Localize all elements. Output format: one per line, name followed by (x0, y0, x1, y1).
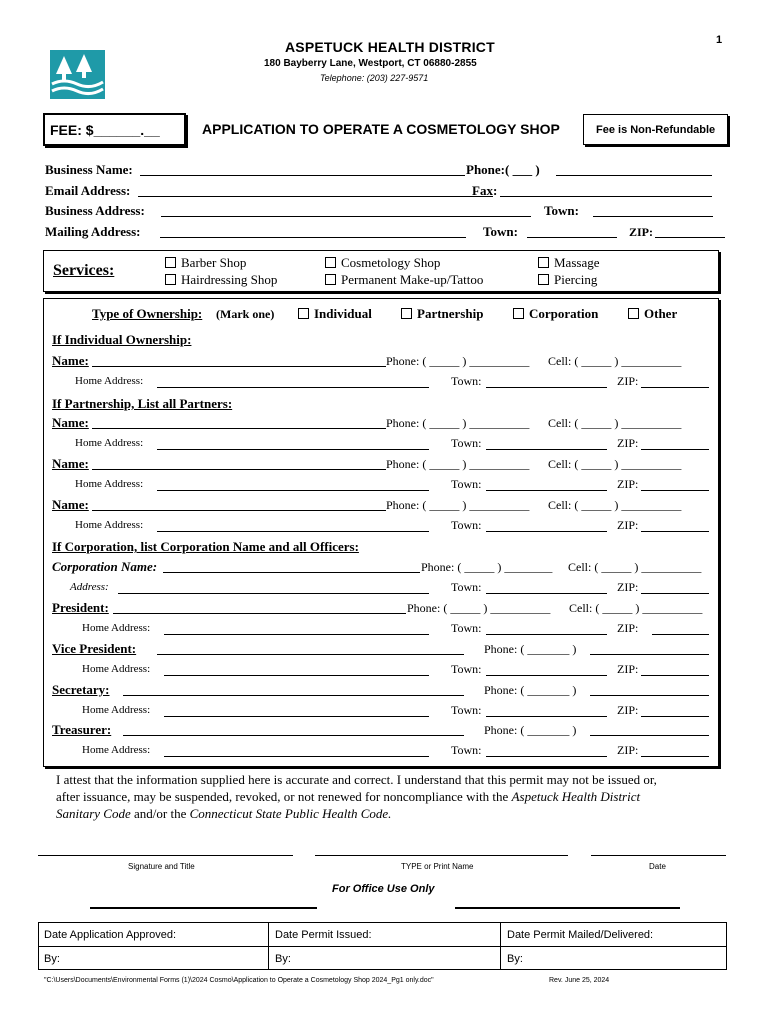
individual-cell-label[interactable]: Cell: ( _____ ) __________ (548, 354, 682, 368)
date-application-approved-label: Date Application Approved: (44, 929, 177, 941)
business-address-label: Business Address: (45, 203, 145, 218)
partner-town-label: Town: (451, 518, 482, 532)
signature-label: Signature and Title (128, 862, 195, 871)
secretary-zip-label: ZIP: (617, 703, 639, 717)
president-town-label: Town: (451, 621, 482, 635)
partner-zip-label: ZIP: (617, 518, 639, 532)
president-name-field[interactable] (113, 613, 406, 614)
corporation-zip-field[interactable] (641, 593, 709, 594)
checkbox-icon[interactable] (325, 257, 336, 268)
checkbox-icon[interactable] (538, 274, 549, 285)
date-permit-mailed-label: Date Permit Mailed/Delivered: (507, 929, 654, 941)
partner-phone-label[interactable]: Phone: ( _____ ) __________ (386, 498, 530, 512)
partner-zip-label: ZIP: (617, 477, 639, 491)
partner-name-label: Name: (52, 497, 89, 512)
corporation-town-label: Town: (451, 580, 482, 594)
ownership-option-other[interactable]: Other (628, 306, 677, 322)
ownership-label: Type of Ownership: (92, 306, 203, 321)
individual-name-field[interactable] (92, 366, 386, 367)
treasurer-home-label: Home Address: (82, 744, 151, 756)
secretary-town-label: Town: (451, 703, 482, 717)
partner-name-label: Name: (52, 415, 89, 430)
secretary-label: Secretary: (52, 682, 110, 697)
checkbox-icon[interactable] (628, 308, 639, 319)
individual-heading: If Individual Ownership: (52, 332, 192, 347)
corporation-cell-label[interactable]: Cell: ( _____ ) __________ (568, 560, 702, 574)
individual-town-field[interactable] (486, 387, 607, 388)
partner-town-field[interactable] (486, 531, 607, 532)
corporation-zip-label: ZIP: (617, 580, 639, 594)
date-label: Date (649, 862, 666, 871)
president-home-field[interactable] (164, 634, 429, 635)
partner-home-label: Home Address: (75, 437, 144, 449)
corporation-address-label: Address: (70, 581, 109, 593)
mailing-town-label: Town: (483, 224, 518, 239)
business-town-field[interactable] (593, 216, 713, 217)
partner-name-field[interactable] (92, 428, 386, 429)
partner-zip-field[interactable] (641, 449, 709, 450)
partner-phone-label[interactable]: Phone: ( _____ ) __________ (386, 457, 530, 471)
mailed-by-label: By: (507, 953, 523, 965)
ownership-hint: (Mark one) (216, 307, 275, 321)
partner-zip-field[interactable] (641, 531, 709, 532)
business-name-field[interactable] (140, 175, 465, 176)
org-name: ASPETUCK HEALTH DISTRICT (285, 39, 495, 55)
partner-cell-label[interactable]: Cell: ( _____ ) __________ (548, 416, 682, 430)
partner-town-field[interactable] (486, 449, 607, 450)
partner-home-label: Home Address: (75, 519, 144, 531)
treasurer-phone-label[interactable]: Phone: ( _______ ) (484, 723, 577, 737)
mailing-zip-label: ZIP: (629, 225, 653, 239)
individual-phone-label[interactable]: Phone: ( _____ ) __________ (386, 354, 530, 368)
partner-cell-label[interactable]: Cell: ( _____ ) __________ (548, 498, 682, 512)
secretary-name-field[interactable] (123, 695, 464, 696)
vice-president-phone-label[interactable]: Phone: ( _______ ) (484, 642, 577, 656)
mailing-zip-field[interactable] (655, 237, 725, 238)
page-number: 1 (716, 34, 723, 46)
partner-name-field[interactable] (92, 469, 386, 470)
fee-note: Fee is Non-Refundable (583, 114, 728, 145)
checkbox-icon[interactable] (165, 257, 176, 268)
president-town-field[interactable] (486, 634, 607, 635)
partner-name-label: Name: (52, 456, 89, 471)
business-address-field[interactable] (161, 216, 531, 217)
mailing-town-field[interactable] (527, 237, 617, 238)
service-option-piercing[interactable]: Piercing (538, 272, 597, 288)
president-zip-field[interactable] (652, 634, 709, 635)
ownership-option-partnership[interactable]: Partnership (401, 306, 483, 322)
corporation-phone-label[interactable]: Phone: ( _____ ) ________ (421, 560, 553, 574)
partner-town-field[interactable] (486, 490, 607, 491)
partner-town-label: Town: (451, 436, 482, 450)
treasurer-zip-label: ZIP: (617, 743, 639, 757)
business-phone-field[interactable] (556, 175, 712, 176)
partner-zip-label: ZIP: (617, 436, 639, 450)
checkbox-icon[interactable] (298, 308, 309, 319)
corporation-name-field[interactable] (163, 572, 420, 573)
president-zip-label: ZIP: (617, 621, 639, 635)
president-label: President: (52, 600, 109, 615)
treasurer-name-field[interactable] (123, 735, 464, 736)
vice-president-phone-field[interactable] (590, 654, 709, 655)
checkbox-icon[interactable] (513, 308, 524, 319)
office-use-heading: For Office Use Only (332, 883, 435, 895)
partner-cell-label[interactable]: Cell: ( _____ ) __________ (548, 457, 682, 471)
secretary-home-label: Home Address: (82, 704, 151, 716)
ownership-option-individual[interactable]: Individual (298, 306, 372, 322)
business-name-label: Business Name: (45, 162, 133, 177)
office-table (38, 922, 727, 970)
footer-file-path: "C:\Users\Documents\Environmental Forms (1)\2024 Cosmo\Application to Operate a Cosmetology Shop 2024_Pg1 only.doc" (44, 977, 434, 984)
corporation-heading: If Corporation, list Corporation Name and all Officers: (52, 539, 359, 554)
partner-town-label: Town: (451, 477, 482, 491)
footer-revision: Rev. June 25, 2024 (549, 977, 610, 984)
email-label: Email Address: (45, 183, 131, 198)
individual-zip-field[interactable] (641, 387, 709, 388)
secretary-phone-field[interactable] (590, 695, 709, 696)
org-address: 180 Bayberry Lane, Westport, CT 06880-2855 (264, 58, 477, 69)
treasurer-zip-field[interactable] (641, 756, 709, 757)
approved-by-label: By: (44, 953, 60, 965)
corporation-town-field[interactable] (486, 593, 607, 594)
vice-president-home-field[interactable] (164, 675, 429, 676)
president-home-label: Home Address: (82, 622, 151, 634)
print-name-label: TYPE or Print Name (401, 862, 474, 871)
partnership-heading: If Partnership, List all Partners: (52, 396, 233, 411)
service-option-cosmetology[interactable]: Cosmetology Shop (325, 255, 440, 271)
treasurer-town-field[interactable] (486, 756, 607, 757)
partner-home-field[interactable] (157, 490, 429, 491)
checkbox-icon[interactable] (401, 308, 412, 319)
partner-zip-field[interactable] (641, 490, 709, 491)
secretary-phone-label[interactable]: Phone: ( _______ ) (484, 683, 577, 697)
individual-home-label: Home Address: (75, 375, 144, 387)
phone-label: Phone:( ___ ) (466, 162, 540, 177)
print-name-field[interactable] (315, 855, 568, 856)
partner-home-field[interactable] (157, 449, 429, 450)
treasurer-town-label: Town: (451, 743, 482, 757)
service-option-makeup-tattoo[interactable]: Permanent Make-up/Tattoo (325, 272, 483, 288)
individual-name-label: Name: (52, 353, 89, 368)
office-divider-right (455, 907, 680, 909)
partner-home-label: Home Address: (75, 478, 144, 490)
vice-president-town-label: Town: (451, 662, 482, 676)
secretary-town-field[interactable] (486, 716, 607, 717)
fax-label: Fax: (472, 183, 498, 198)
vice-president-home-label: Home Address: (82, 663, 151, 675)
individual-home-field[interactable] (157, 387, 429, 388)
secretary-home-field[interactable] (164, 716, 429, 717)
president-phone-label[interactable]: Phone: ( _____ ) __________ (407, 601, 551, 615)
fee-box[interactable]: FEE: $______.__ (43, 113, 186, 146)
vice-president-zip-field[interactable] (641, 675, 709, 676)
checkbox-icon[interactable] (325, 274, 336, 285)
treasurer-home-field[interactable] (164, 756, 429, 757)
date-permit-issued-label: Date Permit Issued: (275, 929, 372, 941)
partner-phone-label[interactable]: Phone: ( _____ ) __________ (386, 416, 530, 430)
signature-field[interactable] (38, 855, 293, 856)
fax-field[interactable] (500, 196, 712, 197)
business-town-label: Town: (544, 203, 579, 218)
mailing-address-field[interactable] (160, 237, 466, 238)
service-option-barber[interactable]: Barber Shop (165, 255, 246, 271)
treasurer-label: Treasurer: (52, 722, 112, 737)
service-option-hairdressing[interactable]: Hairdressing Shop (165, 272, 277, 288)
corporation-address-field[interactable] (118, 593, 429, 594)
service-option-massage[interactable]: Massage (538, 255, 600, 271)
partner-home-field[interactable] (157, 531, 429, 532)
secretary-zip-field[interactable] (641, 716, 709, 717)
form-title: APPLICATION TO OPERATE A COSMETOLOGY SHOP (202, 121, 560, 137)
corporation-name-label: Corporation Name: (52, 559, 158, 574)
checkbox-icon[interactable] (538, 257, 549, 268)
individual-town-label: Town: (451, 374, 482, 388)
vice-president-label: Vice President: (52, 641, 137, 656)
trees-and-water-logo (50, 50, 105, 99)
date-field[interactable] (591, 855, 726, 856)
individual-zip-label: ZIP: (617, 374, 639, 388)
partner-name-field[interactable] (92, 510, 386, 511)
services-label: Services: (53, 262, 115, 279)
checkbox-icon[interactable] (165, 274, 176, 285)
attestation-line-1: I attest that the information supplied here is accurate and correct. I understand that this permit may not be issued or, (56, 772, 657, 787)
mailing-address-label: Mailing Address: (45, 224, 141, 239)
vice-president-name-field[interactable] (157, 654, 464, 655)
attestation-line-2: after issuance, may be suspended, revoked, or not renewed for noncompliance with the Aspetuck Health District (56, 789, 641, 804)
ownership-option-corporation[interactable]: Corporation (513, 306, 598, 322)
president-cell-label[interactable]: Cell: ( _____ ) __________ (569, 601, 703, 615)
attestation-line-3: Sanitary Code and/or the Connecticut State Public Health Code. (56, 806, 392, 821)
vice-president-town-field[interactable] (486, 675, 607, 676)
office-divider-left (90, 907, 317, 909)
vice-president-zip-label: ZIP: (617, 662, 639, 676)
treasurer-phone-field[interactable] (590, 735, 709, 736)
email-field[interactable] (138, 196, 493, 197)
issued-by-label: By: (275, 953, 291, 965)
org-telephone: Telephone: (203) 227-9571 (320, 73, 429, 83)
